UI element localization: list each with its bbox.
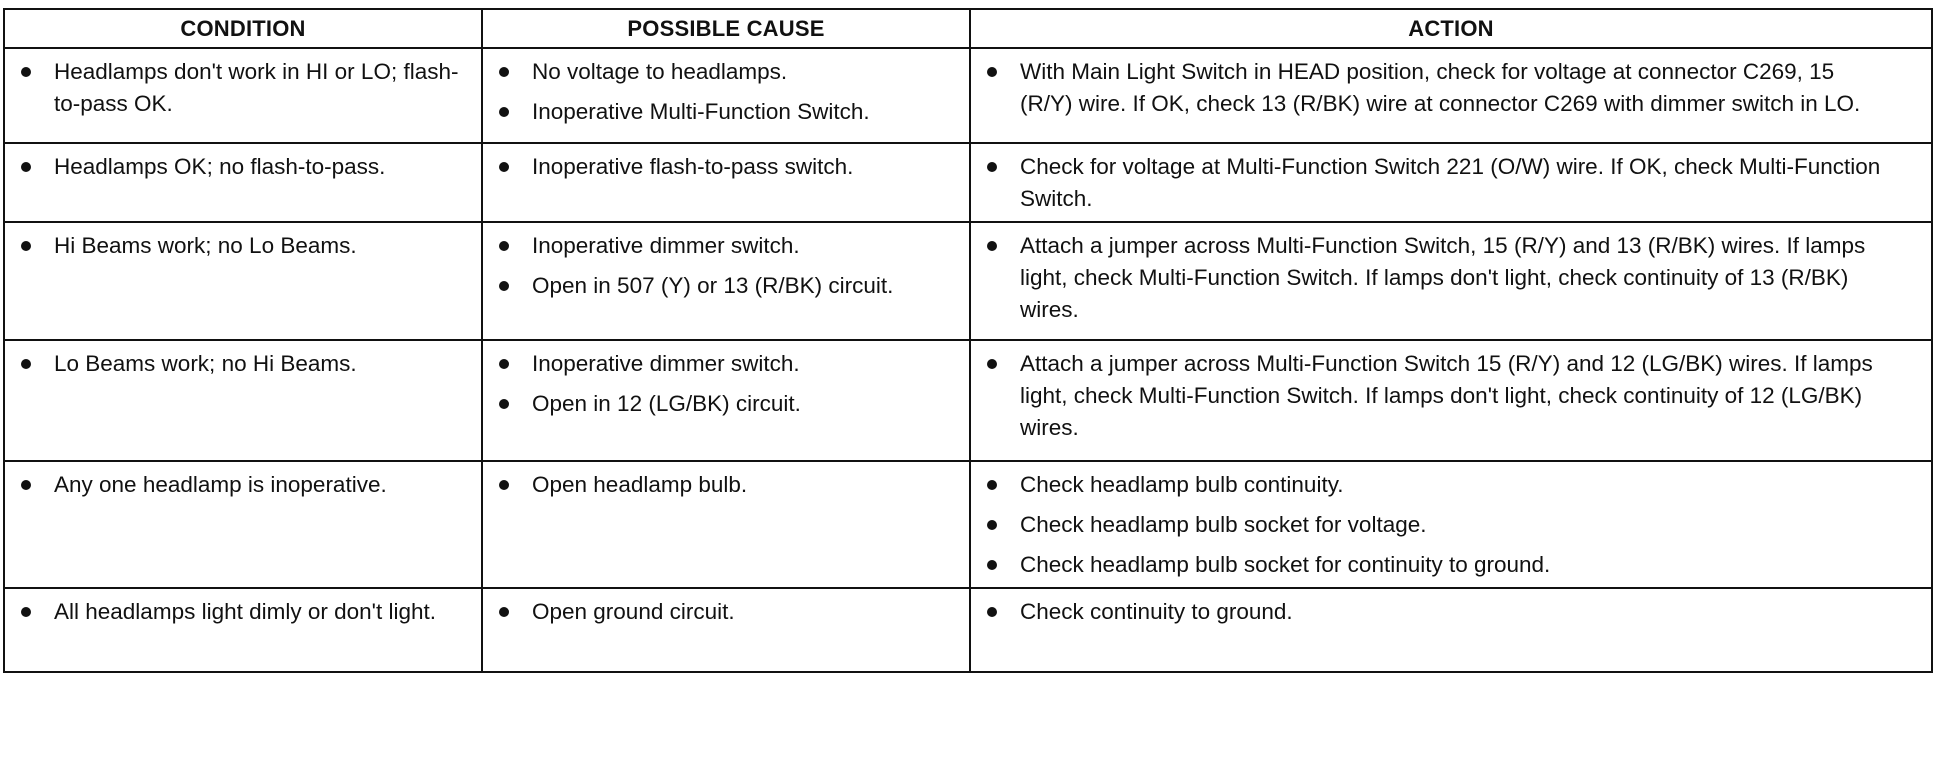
- action-cell: [970, 222, 1932, 340]
- cause-cell: [482, 588, 970, 672]
- cause-item: Open in 12 (LG/BK) circuit.: [493, 388, 959, 420]
- bullet-icon: [499, 107, 509, 117]
- action-item: Attach a jumper across Multi-Function Switch 15 (R/Y) and 12 (LG/BK) wires. If lamps light, check Multi-Function Switch. If lamps don't light, check continuity of 12 (LG/BK) wires.: [981, 348, 1921, 444]
- cause-item: Inoperative flash-to-pass switch.: [493, 151, 959, 183]
- table-row: [4, 48, 1932, 143]
- bullet-icon: [987, 359, 997, 369]
- cause-item: Inoperative dimmer switch.: [493, 230, 959, 262]
- bullet-icon: [987, 162, 997, 172]
- headlamp-diagnosis-table: [3, 8, 1933, 673]
- condition-item: Hi Beams work; no Lo Beams.: [15, 230, 471, 262]
- table-row: [4, 588, 1932, 672]
- cause-cell: [482, 461, 970, 588]
- action-item: Check headlamp bulb socket for voltage.: [981, 509, 1921, 541]
- condition-cell: [4, 340, 482, 461]
- action-cell: [970, 340, 1932, 461]
- condition-item: Headlamps don't work in HI or LO; flash-to-pass OK.: [15, 56, 471, 120]
- bullet-icon: [21, 480, 31, 490]
- cause-cell: [482, 48, 970, 143]
- action-header: ACTION: [970, 9, 1932, 48]
- bullet-icon: [987, 67, 997, 77]
- bullet-icon: [21, 67, 31, 77]
- cause-item: Open headlamp bulb.: [493, 469, 959, 501]
- bullet-icon: [21, 607, 31, 617]
- bullet-icon: [499, 162, 509, 172]
- condition-cell: [4, 588, 482, 672]
- cause-item: Inoperative Multi-Function Switch.: [493, 96, 959, 128]
- action-item: Attach a jumper across Multi-Function Switch, 15 (R/Y) and 13 (R/BK) wires. If lamps light, check Multi-Function Switch. If lamps don't light, check continuity of 13 (R/BK) wires.: [981, 230, 1921, 326]
- condition-item: Lo Beams work; no Hi Beams.: [15, 348, 471, 380]
- action-item: Check continuity to ground.: [981, 596, 1921, 628]
- action-item: Check for voltage at Multi-Function Switch 221 (O/W) wire. If OK, check Multi-Function Switch.: [981, 151, 1921, 215]
- action-item: Check headlamp bulb continuity.: [981, 469, 1921, 501]
- table-row: [4, 461, 1932, 588]
- cause-item: Open ground circuit.: [493, 596, 959, 628]
- bullet-icon: [499, 399, 509, 409]
- condition-item: All headlamps light dimly or don't light.: [15, 596, 471, 628]
- bullet-icon: [21, 162, 31, 172]
- bullet-icon: [987, 607, 997, 617]
- bullet-icon: [21, 241, 31, 251]
- condition-header: CONDITION: [4, 9, 482, 48]
- cause-item: No voltage to headlamps.: [493, 56, 959, 88]
- condition-cell: [4, 48, 482, 143]
- bullet-icon: [499, 67, 509, 77]
- condition-item: Headlamps OK; no flash-to-pass.: [15, 151, 471, 183]
- action-item: Check headlamp bulb socket for continuity to ground.: [981, 549, 1921, 581]
- cause-cell: [482, 222, 970, 340]
- bullet-icon: [499, 359, 509, 369]
- action-cell: [970, 48, 1932, 143]
- bullet-icon: [987, 520, 997, 530]
- cause-cell: [482, 340, 970, 461]
- cause-item: Inoperative dimmer switch.: [493, 348, 959, 380]
- action-cell: [970, 143, 1932, 222]
- bullet-icon: [21, 359, 31, 369]
- action-cell: [970, 461, 1932, 588]
- bullet-icon: [987, 560, 997, 570]
- action-cell: [970, 588, 1932, 672]
- bullet-icon: [987, 241, 997, 251]
- possible-cause-header: POSSIBLE CAUSE: [482, 9, 970, 48]
- table-row: [4, 340, 1932, 461]
- cause-item: Open in 507 (Y) or 13 (R/BK) circuit.: [493, 270, 959, 302]
- condition-item: Any one headlamp is inoperative.: [15, 469, 471, 501]
- bullet-icon: [499, 607, 509, 617]
- action-item: With Main Light Switch in HEAD position, check for voltage at connector C269, 15 (R/Y) wire. If OK, check 13 (R/BK) wire at connector C269 with dimmer switch in LO.: [981, 56, 1921, 120]
- cause-cell: [482, 143, 970, 222]
- bullet-icon: [499, 281, 509, 291]
- condition-cell: [4, 461, 482, 588]
- bullet-icon: [987, 480, 997, 490]
- table-row: [4, 222, 1932, 340]
- header-row: [4, 9, 1932, 48]
- bullet-icon: [499, 241, 509, 251]
- condition-cell: [4, 222, 482, 340]
- table-row: [4, 143, 1932, 222]
- bullet-icon: [499, 480, 509, 490]
- condition-cell: [4, 143, 482, 222]
